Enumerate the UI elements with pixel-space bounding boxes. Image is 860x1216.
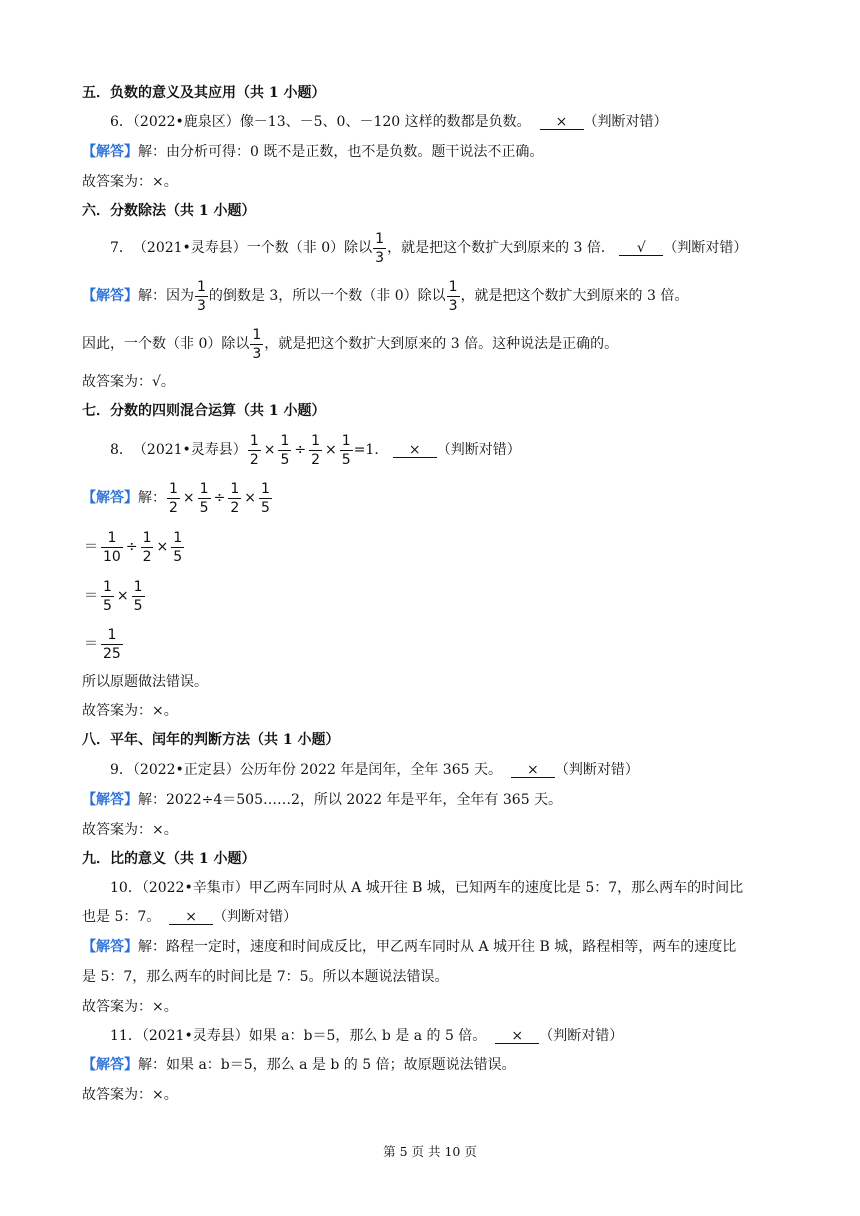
answer-blank: × xyxy=(511,763,555,778)
answer-text: 因此，一个数（非 0）除以 xyxy=(82,336,250,352)
question-text: 一个数（非 0）除以 xyxy=(246,240,373,256)
times-operator: × xyxy=(263,442,276,458)
fraction-one-fifth: $\frac{1}{5}$ xyxy=(260,480,270,516)
question-9 xyxy=(110,763,639,778)
question-text: 如果 a：b＝5，那么 b 是 a 的 5 倍。 xyxy=(248,1028,487,1044)
fraction-one-fifth: $\frac{1}{5}$ xyxy=(103,578,112,614)
final-answer-10: 故答案为：×。 xyxy=(82,999,178,1015)
answer-10 xyxy=(82,940,736,954)
question-suffix: （判断对错） xyxy=(213,909,298,925)
fraction-one-fifth: $\frac{1}{5}$ xyxy=(199,480,209,516)
times-operator: × xyxy=(325,442,337,458)
answer-8-step3 xyxy=(82,576,146,616)
question-number: 10． xyxy=(110,880,142,896)
question-suffix: （判断对错） xyxy=(554,762,639,778)
times-operator: × xyxy=(182,490,195,506)
answer-text: 解：如果 a：b＝5，那么 a 是 b 的 5 倍；故原题说法错误。 xyxy=(138,1057,516,1073)
equals-sign: ＝ xyxy=(84,636,98,652)
divide-operator: ÷ xyxy=(294,442,307,458)
page-footer: 第 5 页 共 10 页 xyxy=(383,1144,477,1159)
answer-7 xyxy=(82,276,688,316)
equals-one: =1． xyxy=(353,442,389,458)
final-answer-6: 故答案为：×。 xyxy=(82,174,178,190)
fraction-one-fifth: $\frac{1}{5}$ xyxy=(341,432,351,468)
answer-8-step4 xyxy=(82,624,124,664)
question-number: 7． xyxy=(110,240,133,256)
question-source: （2021•灵寿县） xyxy=(132,240,247,256)
question-source: （2022•正定县） xyxy=(132,762,240,778)
fraction-one-half: $\frac{1}{2}$ xyxy=(249,432,259,468)
question-source: （2021•灵寿县） xyxy=(132,442,247,458)
final-answer-7: 故答案为：√。 xyxy=(82,374,175,390)
question-number: 8． xyxy=(110,442,133,458)
section-title-5: 五．负数的意义及其应用（共 1 小题） xyxy=(82,85,326,101)
fraction-one-third: $\frac{1}{3}$ xyxy=(448,278,458,314)
question-8 xyxy=(110,430,521,470)
answer-text: 解： xyxy=(138,490,166,506)
question-text-cont: 也是 5：7。 xyxy=(82,909,161,925)
answer-blank: × xyxy=(540,115,584,130)
question-11 xyxy=(110,1029,623,1044)
fraction-one-tenth: $\frac{1}{10}$ xyxy=(103,529,121,565)
fraction-one-third: $\frac{1}{3}$ xyxy=(375,230,385,266)
answer-label: 【解答】 xyxy=(82,288,138,304)
section-title-6: 六．分数除法（共 1 小题） xyxy=(82,203,256,219)
answer-11 xyxy=(82,1058,516,1072)
question-source: （2021•灵寿县） xyxy=(141,1028,249,1044)
answer-label: 【解答】 xyxy=(82,490,138,506)
question-suffix: （判断对错） xyxy=(436,442,521,458)
equals-sign: ＝ xyxy=(84,539,98,555)
answer-label: 【解答】 xyxy=(82,1057,138,1073)
fraction-one-fifth: $\frac{1}{5}$ xyxy=(173,529,183,565)
answer-blank: × xyxy=(495,1029,539,1044)
fraction-one-twentyfifth: $\frac{1}{25}$ xyxy=(103,626,121,662)
times-operator: × xyxy=(116,588,129,604)
question-7 xyxy=(110,228,747,268)
answer-text-cont: 的倒数是 3，所以一个数（非 0）除以 xyxy=(208,288,446,304)
divide-operator: ÷ xyxy=(213,490,226,506)
question-10 xyxy=(110,881,743,895)
equals-sign: ＝ xyxy=(84,588,98,604)
question-source: （2022•鹿泉区） xyxy=(132,114,240,130)
answer-text: 解：路程一定时，速度和时间成反比，甲乙两车同时从 A 城开往 B 城，路程相等，两车的速度比 xyxy=(138,939,737,955)
question-suffix: （判断对错） xyxy=(583,114,668,130)
question-text-cont: ，就是把这个数扩大到原来的 3 倍． xyxy=(387,240,615,256)
answer-9 xyxy=(82,793,562,807)
section-title-8: 八．平年、闰年的判断方法（共 1 小题） xyxy=(82,732,340,748)
answer-8-step2 xyxy=(82,527,185,567)
answer-6 xyxy=(82,145,543,159)
question-text: 甲乙两车同时从 A 城开往 B 城，已知两车的速度比是 5：7，那么两车的时间比 xyxy=(248,880,744,896)
fraction-one-half: $\frac{1}{2}$ xyxy=(142,529,152,565)
answer-text-cont: ，就是把这个数扩大到原来的 3 倍。这种说法是正确的。 xyxy=(264,336,619,352)
times-operator: × xyxy=(156,539,169,555)
section-title-9: 九．比的意义（共 1 小题） xyxy=(82,851,256,867)
question-6 xyxy=(110,115,668,130)
question-text: 公历年份 2022 年是闰年，全年 365 天。 xyxy=(239,762,502,778)
answer-blank: × xyxy=(169,910,213,925)
fraction-one-fifth: $\frac{1}{5}$ xyxy=(280,432,290,468)
answer-label: 【解答】 xyxy=(82,144,138,160)
fraction-one-half: $\frac{1}{2}$ xyxy=(169,480,178,516)
answer-label: 【解答】 xyxy=(82,792,138,808)
question-10-line2 xyxy=(82,910,297,925)
answer-blank: √ xyxy=(619,241,663,256)
answer-text-end: ，就是把这个数扩大到原来的 3 倍。 xyxy=(460,288,689,304)
answer-text: 解：2022÷4＝505……2，所以 2022 年是平年，全年有 365 天。 xyxy=(138,792,563,808)
final-answer-11: 故答案为：×。 xyxy=(82,1087,178,1103)
fraction-one-half: $\frac{1}{2}$ xyxy=(230,480,240,516)
answer-text: 解：由分析可得：0 既不是正数，也不是负数。题干说法不正确。 xyxy=(138,144,544,160)
question-suffix: （判断对错） xyxy=(539,1028,624,1044)
divide-operator: ÷ xyxy=(125,539,138,555)
answer-10-line2: 是 5：7，那么两车的时间比是 7：5。所以本题说法错误。 xyxy=(82,969,449,985)
answer-8-conclusion: 所以原题做法错误。 xyxy=(82,674,208,690)
fraction-one-half: $\frac{1}{2}$ xyxy=(311,432,321,468)
question-number: 11． xyxy=(110,1028,142,1044)
final-answer-9: 故答案为：×。 xyxy=(82,822,178,838)
times-operator: × xyxy=(244,490,256,506)
answer-8-step1 xyxy=(82,478,273,518)
fraction-one-third: $\frac{1}{3}$ xyxy=(197,278,206,314)
answer-text: 解：因为 xyxy=(138,288,194,304)
answer-blank: × xyxy=(393,443,437,458)
question-text: 像－13、－5、0、－120 这样的数都是负数。 xyxy=(239,114,531,130)
fraction-one-fifth: $\frac{1}{5}$ xyxy=(133,578,143,614)
question-number: 6． xyxy=(110,114,133,130)
fraction-one-third: $\frac{1}{3}$ xyxy=(252,326,262,362)
answer-7-line2 xyxy=(82,324,618,364)
question-suffix: （判断对错） xyxy=(663,240,748,256)
section-title-7: 七．分数的四则混合运算（共 1 小题） xyxy=(82,403,326,419)
answer-label: 【解答】 xyxy=(82,939,138,955)
question-number: 9． xyxy=(110,762,133,778)
final-answer-8: 故答案为：×。 xyxy=(82,703,178,719)
question-source: （2022•辛集市） xyxy=(141,880,249,896)
